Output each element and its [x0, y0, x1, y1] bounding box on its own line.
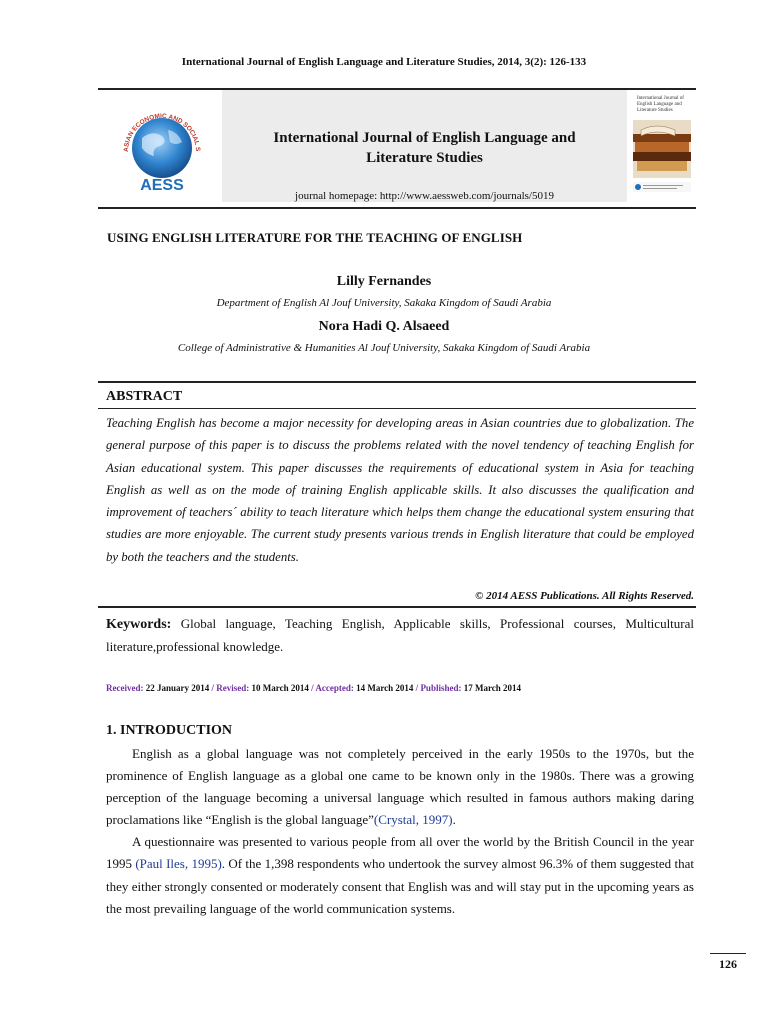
abstract-bottom-rule	[98, 606, 696, 608]
journal-cover-thumbnail	[627, 90, 696, 202]
abstract-top-rule	[98, 381, 696, 383]
date-separator: /	[413, 683, 421, 693]
keywords-text: Global language, Teaching English, Applicable skills, Professional courses, Multicultural literature,professional knowledge.	[106, 616, 694, 654]
published-date: 17 March 2014	[463, 683, 522, 693]
journal-title-line1: International Journal of English Language and	[273, 130, 576, 146]
author-affiliation: College of Administrative & Humanities Al Jouf University, Sakaka Kingdom of Saudi Arabia	[177, 342, 591, 354]
logo-ring-text: ASIAN ECONOMIC AND SOCIAL S	[122, 112, 202, 153]
paragraph-text: A questionnaire was presented to various people from all over the world by the British Council in the year 1995	[106, 834, 694, 872]
keywords	[106, 613, 694, 658]
abstract-text: Teaching English has become a major necessity for developing areas in Asian countries due to globalization. The general purpose of this paper is to discuss the problems related with the novel tendency of teaching English for Asian educational system. This paper discusses the requirements of educational system in Asia for teaching English as well as on the mode of training English applicable skills. It also discusses the qualification and improvement of teachers´ ability to teach literature which helps them change the educational system ensuring that studies are more enjoyable. The current study presents various trends in English literature that could be employed by both the teachers and the students.	[106, 416, 694, 564]
page-number-rule	[710, 953, 746, 954]
section-heading-introduction: 1. INTRODUCTION	[106, 723, 233, 738]
revised-label: Revised:	[216, 683, 250, 693]
journal-title-line2: Literature Studies	[366, 150, 483, 166]
running-head: International Journal of English Language and Literature Studies, 2014, 3(2): 126-133	[181, 56, 587, 68]
paragraph-text: .	[452, 812, 456, 828]
journal-title	[222, 128, 627, 168]
received-label: Received:	[106, 683, 144, 693]
published-label: Published:	[420, 683, 462, 693]
paragraph	[106, 743, 694, 831]
globe-logo-icon	[98, 90, 222, 202]
citation-link[interactable]: (Paul Iles, 1995)	[135, 856, 222, 872]
publication-dates	[106, 683, 521, 693]
abstract-heading-rule	[98, 408, 696, 409]
received-date: 22 January 2014	[145, 683, 210, 693]
revised-date: 10 March 2014	[251, 683, 309, 693]
abstract-heading: ABSTRACT	[106, 389, 183, 404]
paper-title: USING ENGLISH LITERATURE FOR THE TEACHING OF ENGLISH	[107, 230, 523, 245]
paragraph-text: English as a global language was not completely perceived in the early 1950s to the 1970s, but the prominence of English language as a global one came to be known only in the 1980s. There was a growing perception of the language becoming a universal language which resulted in famous authors making daring proclamations like “English is the global language”	[106, 746, 694, 828]
accepted-date: 14 March 2014	[356, 683, 414, 693]
journal-homepage-link[interactable]: journal homepage: http://www.aessweb.com/journals/5019	[295, 190, 554, 202]
cover-title: International Journal of English Language and Literature Studies	[637, 96, 684, 113]
date-separator: /	[209, 683, 217, 693]
date-separator: /	[308, 683, 316, 693]
paragraph-text: . Of the 1,398 respondents who undertook the survey almost 96.3% of them suggested that they either strongly consented or moderately consent that English was and will stay put in the upcoming years as the most prevailing language of the world communication systems.	[106, 856, 695, 916]
keywords-label: Keywords:	[106, 617, 172, 632]
author-name: Nora Hadi Q. Alsaeed	[318, 319, 450, 334]
logo-text: AESS	[140, 177, 184, 194]
banner-title-block	[222, 90, 627, 202]
accepted-label: Accepted:	[315, 683, 354, 693]
introduction-body	[106, 743, 694, 920]
banner-bottom-rule	[98, 207, 696, 209]
copyright-notice: © 2014 AESS Publications. All Rights Reserved.	[475, 590, 694, 602]
citation-link[interactable]: (Crystal, 1997)	[373, 812, 453, 828]
aess-logo	[98, 90, 222, 202]
author-affiliation: Department of English Al Jouf University, Sakaka Kingdom of Saudi Arabia	[216, 297, 552, 309]
journal-banner	[98, 88, 696, 202]
author-name: Lilly Fernandes	[336, 274, 432, 289]
paragraph	[106, 831, 694, 919]
page-number: 126	[719, 957, 737, 971]
